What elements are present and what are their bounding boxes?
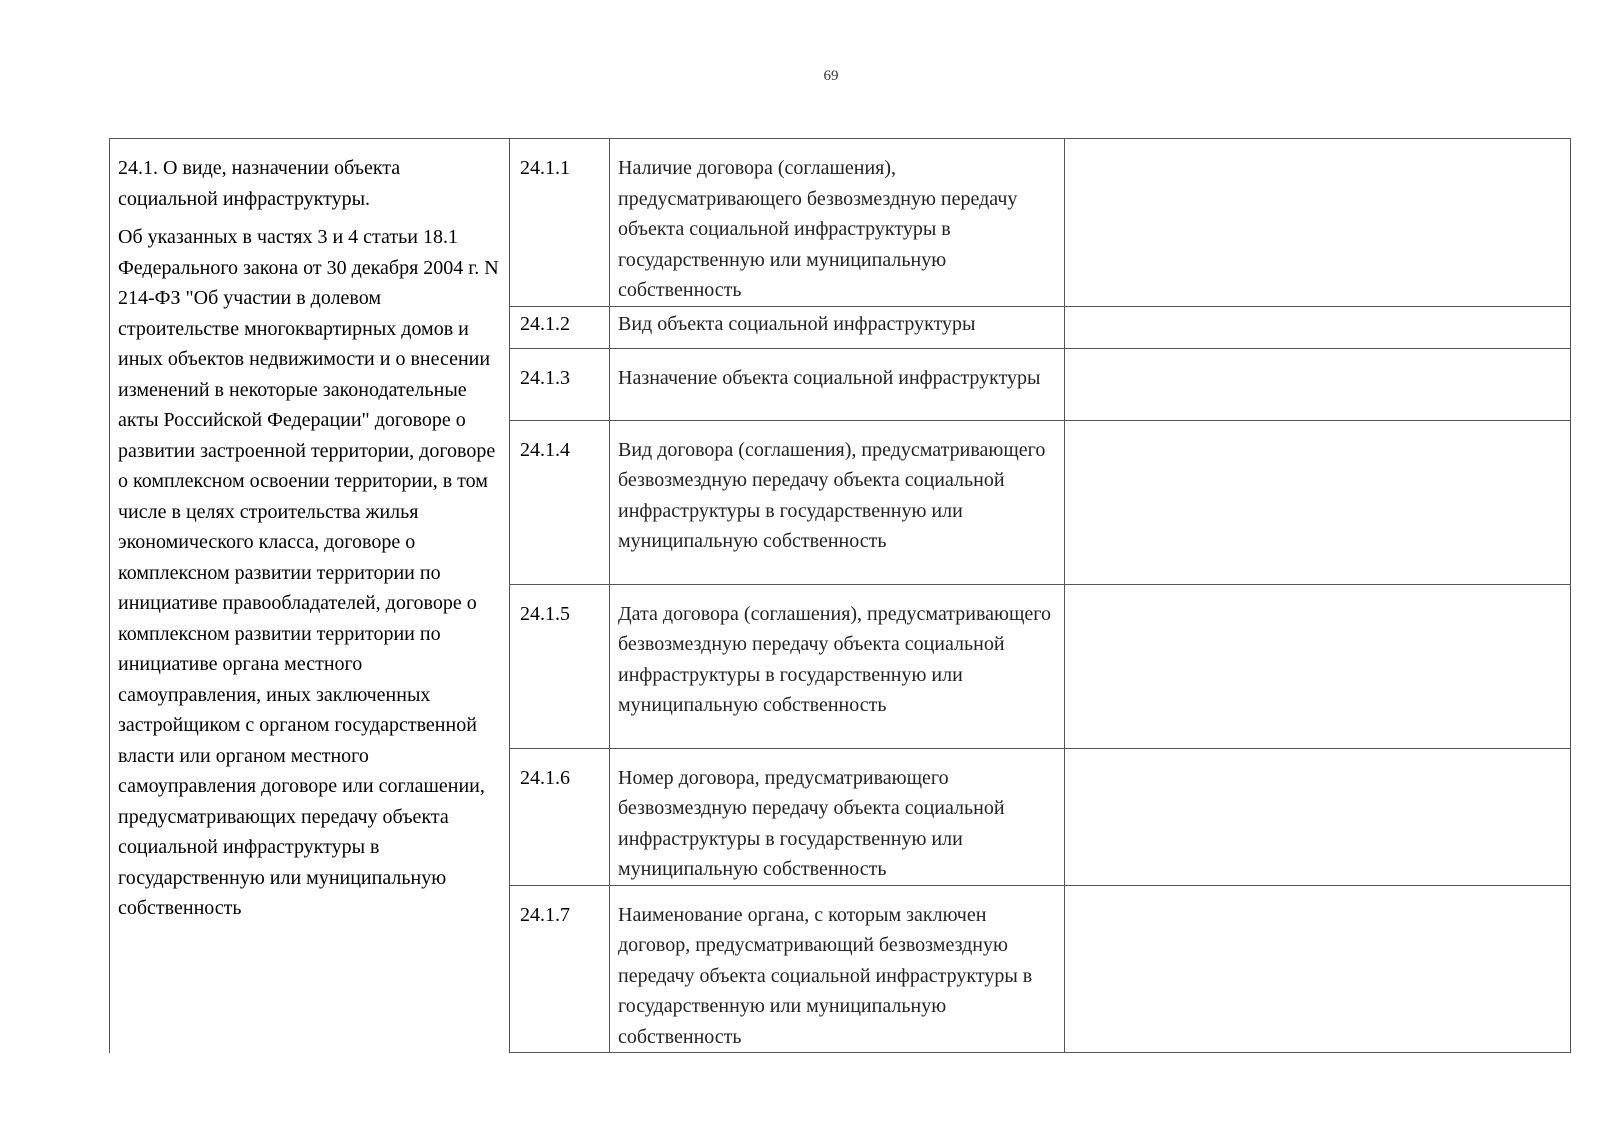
row-value[interactable] xyxy=(1065,306,1571,348)
row-value[interactable] xyxy=(1065,420,1571,584)
section-title: 24.1. О виде, назначении объекта социальной инфраструктуры. xyxy=(118,157,401,210)
row-description: Наименование органа, с которым заключен договор, предусматривающий безвозмездную передачу объекта социальной инфраструктуры в государственную или муниципальную собственность xyxy=(610,885,1065,1053)
row-code: 24.1.7 xyxy=(510,885,610,1053)
row-code: 24.1.5 xyxy=(510,584,610,748)
row-code: 24.1.1 xyxy=(510,139,610,307)
row-description: Вид договора (соглашения), предусматривающего безвозмездную передачу объекта социальной инфраструктуры в государственную или муниципальную собственность xyxy=(610,420,1065,584)
row-value[interactable] xyxy=(1065,139,1571,307)
row-code: 24.1.2 xyxy=(510,306,610,348)
row-description: Наличие договора (соглашения), предусматривающего безвозмездную передачу объекта социальной инфраструктуры в государственную или муниципальную собственность xyxy=(610,139,1065,307)
row-description: Вид объекта социальной инфраструктуры xyxy=(610,306,1065,348)
row-value[interactable] xyxy=(1065,748,1571,885)
row-value[interactable] xyxy=(1065,348,1571,420)
row-code: 24.1.4 xyxy=(510,420,610,584)
row-value[interactable] xyxy=(1065,584,1571,748)
row-code: 24.1.6 xyxy=(510,748,610,885)
row-code: 24.1.3 xyxy=(510,348,610,420)
page-number: 69 xyxy=(823,68,839,84)
row-description: Назначение объекта социальной инфраструктуры xyxy=(610,348,1065,420)
row-value[interactable] xyxy=(1065,885,1571,1053)
row-description: Дата договора (соглашения), предусматривающего безвозмездную передачу объекта социальной инфраструктуры в государственную или муниципальную собственность xyxy=(610,584,1065,748)
disclosure-table xyxy=(109,138,1571,1053)
section-cell xyxy=(110,139,510,1053)
table-row xyxy=(110,139,1571,307)
row-description: Номер договора, предусматривающего безвозмездную передачу объекта социальной инфраструктуры в государственную или муниципальную собственность xyxy=(610,748,1065,885)
section-body: Об указанных в частях 3 и 4 статьи 18.1 Федерального закона от 30 декабря 2004 г. N 214-ФЗ "Об участии в долевом строительстве многоквартирных домов и иных объектов недвижимости и о внесении изменений в некоторые законодательные акты Российской Федерации" договоре о развитии застроенной территории, договоре о комплексном освоении территории, в том числе в целях строительства жилья экономического класса, договоре о комплексном развитии территории по инициативе правообладателей, договоре о комплексном развитии территории по инициативе органа местного самоуправления, иных заключенных застройщиком с органом государственной власти или органом местного самоуправления договоре или соглашении, предусматривающих передачу объекта социальной инфраструктуры в государственную или муниципальную собственность xyxy=(118,226,499,919)
